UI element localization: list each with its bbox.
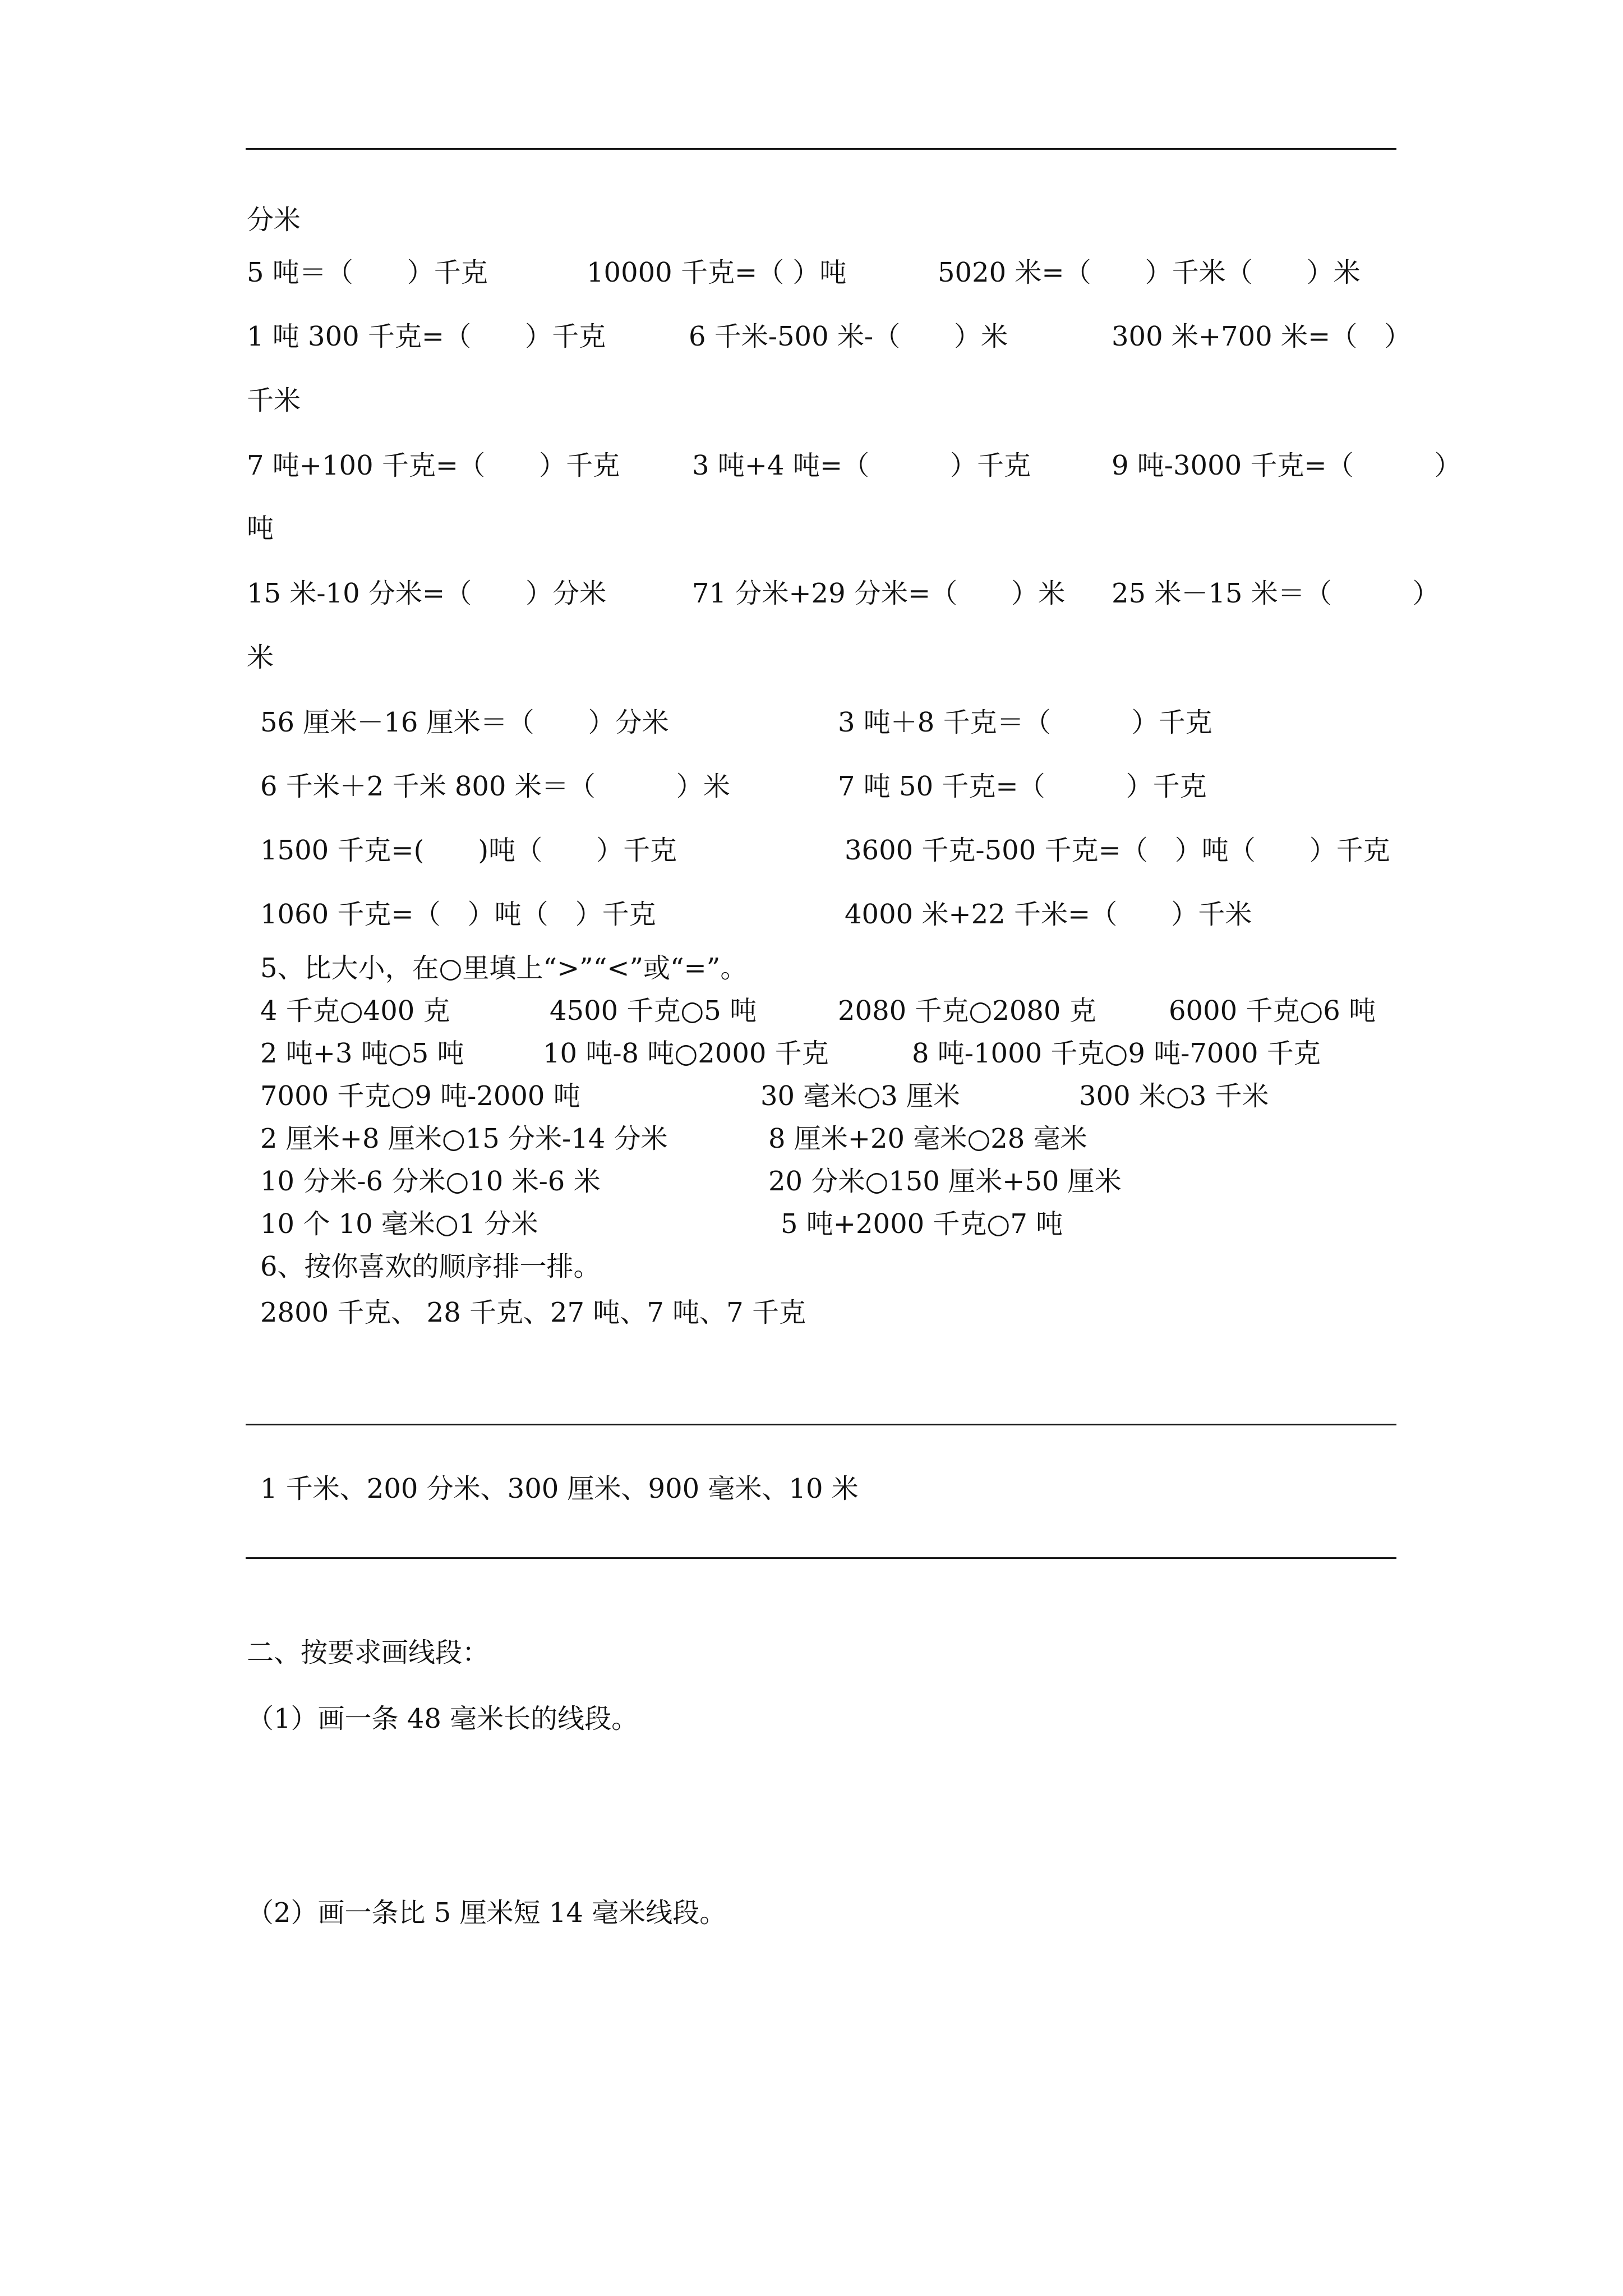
conversion-item: 6 千米-500 米-（ ）米 bbox=[689, 321, 1008, 352]
compare-item: 2080 千克○2080 克 bbox=[838, 995, 1096, 1027]
compare-item: 2 厘米+8 厘米○15 分米-14 分米 bbox=[260, 1123, 668, 1154]
ordering-list: 2800 千克、 28 千克、27 吨、7 吨、7 千克 bbox=[260, 1297, 806, 1328]
conversion-item: 10000 千克=（ ）吨 bbox=[587, 257, 847, 288]
unit-text: 米 bbox=[247, 642, 274, 673]
conversion-item: 4000 米+22 千米=（ ）千米 bbox=[845, 899, 1252, 930]
compare-item: 6000 千克○6 吨 bbox=[1169, 995, 1376, 1027]
question-5-title: 5、比大小，在○里填上“>”“<”或“=”。 bbox=[260, 953, 748, 984]
conversion-item: 1500 千克=( )吨（ ）千克 bbox=[260, 835, 677, 866]
compare-item: 4 千克○400 克 bbox=[260, 995, 450, 1027]
section-2-question: （1）画一条 48 毫米长的线段。 bbox=[247, 1703, 639, 1734]
compare-item: 2 吨+3 吨○5 吨 bbox=[260, 1038, 464, 1069]
conversion-item: 3600 千克-500 千克=（ ）吨（ ）千克 bbox=[845, 835, 1390, 866]
compare-item: 10 个 10 毫米○1 分米 bbox=[260, 1208, 538, 1240]
conversion-item: 300 米+700 米=（ ） bbox=[1112, 321, 1412, 352]
section-2-title: 二、按要求画线段： bbox=[247, 1637, 490, 1668]
conversion-item: 56 厘米－16 厘米＝（ ）分米 bbox=[260, 707, 669, 738]
answer-line bbox=[246, 1424, 1396, 1425]
conversion-item: 15 米-10 分米=（ ）分米 bbox=[247, 578, 607, 609]
ordering-list: 1 千米、200 分米、300 厘米、900 毫米、10 米 bbox=[260, 1473, 859, 1504]
conversion-item: 1 吨 300 千克=（ ）千克 bbox=[247, 321, 606, 352]
compare-item: 30 毫米○3 厘米 bbox=[760, 1080, 961, 1112]
unit-text: 吨 bbox=[247, 513, 274, 544]
conversion-item: 3 吨+4 吨=（ ）千克 bbox=[692, 450, 1031, 481]
question-6-title: 6、按你喜欢的顺序排一排。 bbox=[260, 1251, 601, 1282]
compare-item: 10 分米-6 分米○10 米-6 米 bbox=[260, 1166, 601, 1197]
answer-line bbox=[246, 1557, 1396, 1559]
compare-item: 10 吨-8 吨○2000 千克 bbox=[543, 1038, 829, 1069]
conversion-item: 1060 千克=（ ）吨（ ）千克 bbox=[260, 899, 656, 930]
conversion-item: 5 吨＝（ ）千克 bbox=[247, 257, 488, 288]
compare-item: 8 厘米+20 毫米○28 毫米 bbox=[768, 1123, 1087, 1154]
compare-item: 7000 千克○9 吨-2000 吨 bbox=[260, 1080, 580, 1112]
compare-item: 5 吨+2000 千克○7 吨 bbox=[781, 1208, 1063, 1240]
conversion-item: 7 吨 50 千克=（ ）千克 bbox=[838, 771, 1207, 802]
header-rule bbox=[246, 148, 1396, 150]
unit-text: 分米 bbox=[247, 204, 301, 236]
conversion-item: 71 分米+29 分米=（ ）米 bbox=[692, 578, 1066, 609]
compare-item: 300 米○3 千米 bbox=[1079, 1080, 1269, 1112]
conversion-item: 5020 米=（ ）千米（ ）米 bbox=[938, 257, 1361, 288]
unit-text: 千米 bbox=[247, 385, 301, 416]
compare-item: 8 吨-1000 千克○9 吨-7000 千克 bbox=[912, 1038, 1321, 1069]
conversion-item: 25 米－15 米＝（ ） bbox=[1112, 578, 1440, 609]
conversion-item: 6 千米＋2 千米 800 米＝（ ）米 bbox=[260, 771, 730, 802]
compare-item: 20 分米○150 厘米+50 厘米 bbox=[768, 1166, 1122, 1197]
compare-item: 4500 千克○5 吨 bbox=[550, 995, 757, 1027]
conversion-item: 7 吨+100 千克=（ ）千克 bbox=[247, 450, 620, 481]
section-2-question: （2）画一条比 5 厘米短 14 毫米线段。 bbox=[247, 1897, 727, 1929]
conversion-item: 9 吨-3000 千克=（ ） bbox=[1112, 450, 1461, 481]
conversion-item: 3 吨＋8 千克＝（ ）千克 bbox=[838, 707, 1212, 738]
